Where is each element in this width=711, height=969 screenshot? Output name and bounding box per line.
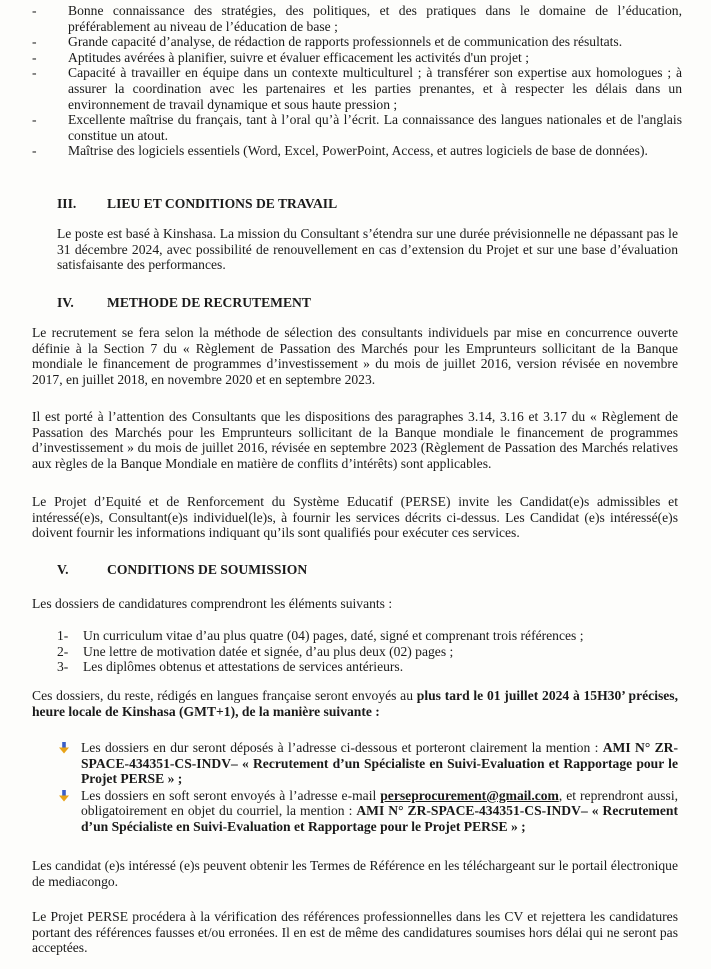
documents-list [57,628,677,675]
list-item: Les dossiers en dur seront déposés à l’adresse ci-dessous et porteront clairement la mention : AMI N° ZR-SPACE-434351-CS-INDV– « Recrutement d’un Spécialiste en Suivi-Evaluation et Rapportage pour le Projet PERSE » ; [56,740,678,787]
paragraph-verification: Le Projet PERSE procédera à la vérification des références professionnelles dans les CV et rejettera les candidatures portant des références fausses et/ou erronées. Il en est de même des candidatures soumises hors délai qui ne seront pas acceptées. [32,909,678,956]
paragraph-deadline: Ces dossiers, du reste, rédigés en langues française seront envoyés au plus tard le 01 juillet 2024 à 15H30’ précises, heure locale de Kinshasa (GMT+1), de la manière suivante : [32,688,678,719]
paragraph-intro: Les dossiers de candidatures comprendront les éléments suivants : [32,596,393,611]
deadline-text: plus tard le 01 juillet 2024 à 15H30’ précises, heure locale de Kinshasa (GMT+1), de la manière suivante : [32,688,678,719]
bullet-marker: - [32,34,37,50]
section-number: IV. [57,295,74,310]
submission-methods-list [56,740,678,835]
section-number: V. [57,562,69,577]
section-title: CONDITIONS DE SOUMISSION [107,562,308,577]
section-title: METHODE DE RECRUTEMENT [107,295,311,310]
paragraph-tdr: Les candidat (e)s intéressé (e)s peuvent obtenir les Termes de Référence en les téléchargeant sur le portail électronique de mediacongo. [32,858,678,889]
section-title: LIEU ET CONDITIONS DE TRAVAIL [107,196,338,211]
list-item: 2- Une lettre de motivation datée et signée, d’au plus deux (02) pages ; [57,643,454,659]
list-item: 3- Les diplômes obtenus et attestations de services antérieurs. [57,659,404,675]
skills-list [32,3,682,159]
bullet-marker: - [32,49,37,65]
list-item: - Bonne connaissance des stratégies, des politiques, et des pratiques dans le domaine de l’éducation, préférablement au niveau de l’éducation de base ; [32,3,682,34]
list-item: - Grande capacité d’analyse, de rédaction de rapports professionnels et de communication des résultats. [32,34,623,50]
bullet-marker: - [32,143,37,159]
list-number: 2- [57,643,69,659]
list-number: 1- [57,628,69,643]
list-item: - Maîtrise des logiciels essentiels (Word, Excel, PowerPoint, Access, et autres logiciels de base de données). [32,143,648,159]
paragraph-invitation: Le Projet d’Equité et de Renforcement du Système Educatif (PERSE) invite les Candidat(e)s admissibles et intéressé(e)s, Consultant(e)s individuel(le)s, à fournir les services décrits ci-dessus. Les Candidat (e)s intéressé(e)s doivent fournir les informations indiquant qu’ils sont qualifiés pour exécuter ces services. [32,494,678,541]
bullet-marker: - [32,3,37,18]
email-link[interactable]: perseprocurement@gmail.com [380,787,559,803]
bullet-marker: - [32,112,37,128]
list-item: - Aptitudes avérées à planifier, suivre et évaluer efficacement les activités d'un projet ; [32,49,530,65]
arrow-down-bullet-icon [58,742,70,754]
bullet-marker: - [32,65,37,81]
list-number: 3- [57,659,69,675]
list-item: Les dossiers en soft seront envoyés à l’adresse e-mail perseprocurement@gmail.com, et reprendront aussi, obligatoirement en objet du courriel, la mention : AMI N° ZR-SPACE-434351-CS-INDV– « Recrutement d’un Spécialiste en Suivi-Evaluation et Rapportage pour le Projet PERSE » ; [56,788,678,835]
paragraph-location: Le poste est basé à Kinshasa. La mission du Consultant s’étendra sur une durée prévisionnelle ne dépassant pas le 31 décembre 2024, avec possibilité de renouvellement en cas d’extension du Projet et sur une base d’évaluation satisfaisante des performances. [57,226,678,273]
paragraph-provisions: Il est porté à l’attention des Consultants que les dispositions des paragraphes 3.14, 3.16 et 3.17 du « Règlement de Passation des Marchés pour les Emprunteurs sollicitant de la Banque mondiale le financement de programmes d’investissement » du mois de juillet 2016, révisée en septembre 2023 (Règlement de Passation des Marchés relatives aux règles de la Banque Mondiale en matière de conflits d’intérêts) sont applicables. [32,409,678,471]
list-item: 1- Un curriculum vitae d’au plus quatre (04) pages, daté, signé et comprenant trois références ; [57,628,584,643]
list-item: - Excellente maîtrise du français, tant à l’oral qu’à l’écrit. La connaissance des langues nationales et de l'anglais constitue un atout. [32,112,682,143]
paragraph-method: Le recrutement se fera selon la méthode de sélection des consultants individuels par mise en concurrence ouverte définie à la Section 7 du « Règlement de Passation des Marchés pour les Emprunteurs sollicitant de la Banque mondiale le financement de programmes d’investissement » du mois de juillet 2016, version révisée en novembre 2017, en juillet 2018, en novembre 2020 et en septembre 2023. [32,325,678,387]
list-item: - Capacité à travailler en équipe dans un contexte multiculturel ; à transférer son expertise aux homologues ; à assurer la coordination avec les partenaires et les parties prenantes, et à respecter les délais dans un environnement de travail dynamique et sous haute pression ; [32,65,682,112]
arrow-down-bullet-icon [58,790,70,802]
section-number: III. [57,196,77,211]
